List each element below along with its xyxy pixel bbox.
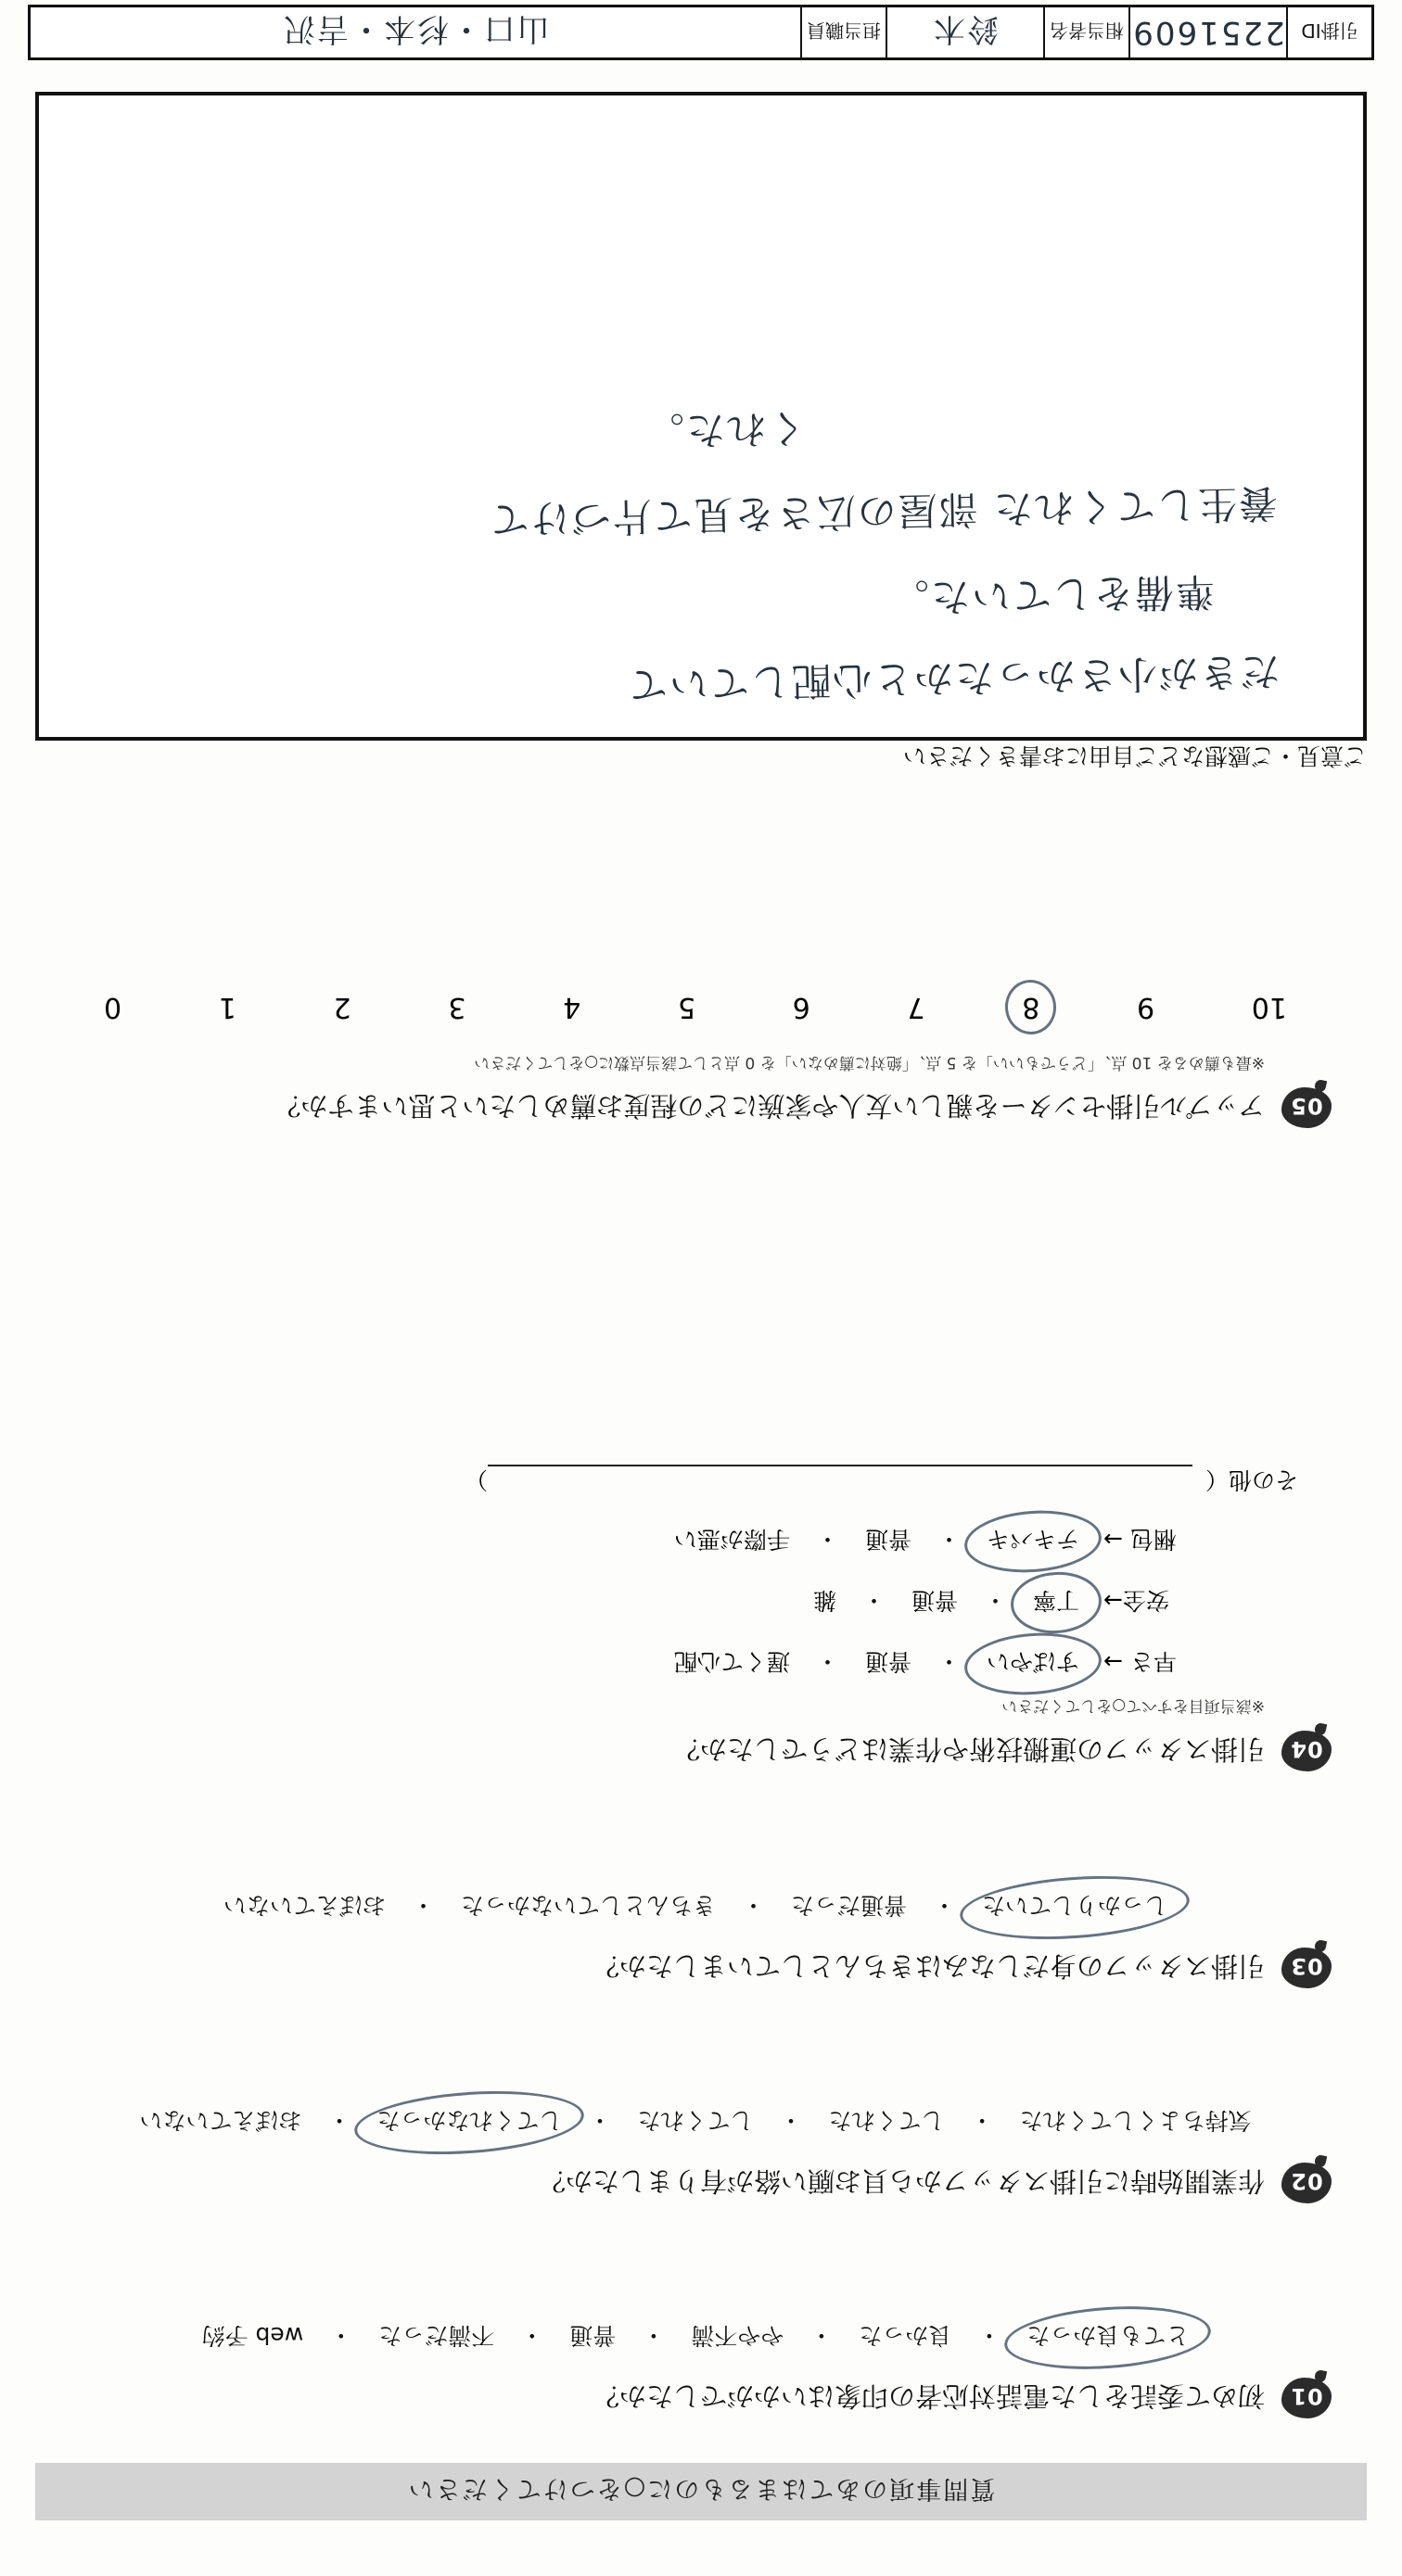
option-choice[interactable]: 普通 <box>864 1648 911 1675</box>
answer-options <box>56 2103 1335 2140</box>
question-block-01 <box>56 2318 1335 2420</box>
question-number-badge <box>1278 2157 1335 2205</box>
question-title: 引掛スタッフの身だしなみはきちんとしていましたか？ <box>592 1950 1265 1982</box>
scale-point[interactable]: 10 <box>1251 991 1287 1023</box>
option-separator: ・ <box>327 2107 351 2134</box>
question-block-04 <box>56 1465 1335 1773</box>
option-choice[interactable]: 普通 <box>864 1526 911 1553</box>
option-choice[interactable]: 遅くて心配 <box>673 1648 790 1675</box>
option-choice[interactable]: 丁寧 <box>1024 1583 1089 1620</box>
option-choice[interactable]: してくれた <box>828 2107 945 2134</box>
option-separator: ・ <box>937 1648 961 1675</box>
handwritten-line: だきが小さかったかと心配していて <box>626 648 1281 708</box>
scale-point[interactable]: 0 <box>104 991 122 1023</box>
question-title: 作業開始時に引掛スタッフから貝お願い絡が有りましたか？ <box>538 2165 1265 2197</box>
comment-box[interactable] <box>35 92 1367 741</box>
matrix-row-label: 早さ → <box>1103 1648 1177 1675</box>
scale-point[interactable]: 7 <box>907 991 925 1023</box>
other-answer-field[interactable] <box>56 1465 1298 1498</box>
rating-scale <box>56 985 1335 1029</box>
option-separator: ・ <box>742 1892 766 1919</box>
matrix-row-label: 梱包 → <box>1103 1526 1177 1553</box>
question-heading <box>56 1942 1335 1990</box>
option-choice[interactable]: とても良かった <box>1017 2318 1198 2355</box>
option-choice[interactable]: やや不満 <box>691 2322 784 2349</box>
question-number-badge <box>1278 1942 1335 1990</box>
scale-point[interactable]: 9 <box>1137 991 1155 1023</box>
option-choice[interactable]: 手際が悪い <box>673 1526 790 1553</box>
option-choice[interactable]: web 予約 <box>201 2322 304 2349</box>
option-separator: ・ <box>861 1587 886 1614</box>
option-separator: ・ <box>779 2107 803 2134</box>
id-value[interactable]: 2251609 <box>1128 7 1286 57</box>
question-title: アップル引掛センターを親しい友人や家族にどの程度お薦めしたいと思いますか？ <box>274 1090 1265 1122</box>
option-choice[interactable]: きちんとしていなかった <box>460 1892 716 1919</box>
question-block-03 <box>56 1888 1335 1990</box>
option-separator: ・ <box>815 1526 839 1553</box>
option-separator: ・ <box>970 2107 994 2134</box>
option-separator: ・ <box>815 1648 839 1675</box>
question-number-badge <box>1278 1725 1335 1773</box>
handwritten-line: 養生してくれた 部屋の広さを見て片づけて <box>488 480 1279 542</box>
question-block-02 <box>56 2103 1335 2205</box>
question-number: 04 <box>1290 1736 1323 1762</box>
other-label: その他（ <box>1204 1466 1298 1493</box>
option-separator: ・ <box>977 2322 1001 2349</box>
matrix-rows <box>56 1522 1298 1681</box>
question-number-badge <box>1278 2372 1335 2420</box>
answer-options <box>56 2318 1335 2355</box>
other-close-paren: ） <box>464 1466 488 1493</box>
option-choice[interactable]: 不満だった <box>378 2322 495 2349</box>
staff-value[interactable]: 山口・杉本・吉沢 <box>282 10 549 48</box>
option-separator: ・ <box>937 1526 961 1553</box>
question-block-05 <box>56 985 1335 1130</box>
section-header-text: 質問事項のあてはまるものに○をつけてください <box>406 2474 996 2504</box>
option-separator: ・ <box>411 1892 435 1919</box>
option-choice[interactable]: 普通 <box>569 2322 617 2349</box>
identification-strip <box>28 5 1374 60</box>
scale-point[interactable]: 2 <box>333 991 351 1023</box>
scale-point[interactable]: 6 <box>792 991 810 1023</box>
option-separator: ・ <box>983 1587 1007 1614</box>
account-value[interactable]: 鈴木 <box>886 7 1043 57</box>
option-choice[interactable]: してくれた <box>637 2107 754 2134</box>
option-choice[interactable]: 良かった <box>859 2322 952 2349</box>
scale-point[interactable]: 3 <box>448 991 466 1023</box>
option-separator: ・ <box>588 2107 612 2134</box>
option-separator: ・ <box>933 1892 957 1919</box>
handwritten-line: くれた。 <box>643 405 808 454</box>
comment-label: ご意見・ご感想などご自由にお書きください <box>902 742 1367 769</box>
matrix-row <box>56 1644 1298 1681</box>
option-choice[interactable]: しっかりしていた <box>973 1888 1177 1925</box>
option-choice[interactable]: すばやい <box>977 1644 1089 1681</box>
scale-point[interactable]: 4 <box>563 991 581 1023</box>
question-heading <box>56 1725 1335 1773</box>
question-note: ※最も薦めるを 10 点、「どうでもいい」を 5 点、「絶対に薦めない」を 0 点として該当点数に○をしてください <box>474 1053 1265 1072</box>
question-number-badge <box>1278 1082 1335 1130</box>
scale-point[interactable]: 1 <box>218 991 236 1023</box>
scale-point[interactable]: 5 <box>677 991 695 1023</box>
option-choice[interactable]: 雑 <box>812 1587 836 1614</box>
option-separator: ・ <box>520 2322 544 2349</box>
section-header-band <box>35 2463 1367 2520</box>
option-choice[interactable]: テキパキ <box>977 1522 1089 1559</box>
question-number: 05 <box>1290 1093 1323 1119</box>
question-heading <box>56 1082 1335 1130</box>
handwritten-line: 準備をしていた。 <box>887 568 1216 621</box>
matrix-row <box>56 1583 1298 1620</box>
question-number: 02 <box>1290 2168 1323 2194</box>
option-choice[interactable]: してくれなかった <box>367 2103 571 2140</box>
option-separator: ・ <box>329 2322 353 2349</box>
question-title: 初めて委託をした電話対応者の印象はいかがでしたか？ <box>592 2380 1265 2412</box>
question-title: 引掛スタッフの運搬技術や作業はどうでしたか？ <box>672 1733 1265 1765</box>
answer-options <box>56 1888 1335 1925</box>
other-input-rule[interactable] <box>488 1465 1192 1491</box>
account-label: 相当者名 <box>1043 7 1128 57</box>
question-heading <box>56 2157 1335 2205</box>
question-number: 03 <box>1290 1953 1323 1979</box>
option-choice[interactable]: 普通 <box>911 1587 958 1614</box>
matrix-row-label: 安全→ <box>1103 1587 1169 1614</box>
option-separator: ・ <box>642 2322 666 2349</box>
question-note: ※該当項目をすべて○をしてください <box>1001 1696 1265 1715</box>
scale-point-selected[interactable]: 8 <box>1011 985 1051 1029</box>
option-separator: ・ <box>809 2322 834 2349</box>
question-number: 01 <box>1290 2383 1323 2409</box>
option-choice[interactable]: 気持ちよくしてくれた <box>1019 2107 1252 2134</box>
question-heading <box>56 2372 1335 2420</box>
matrix-row <box>56 1522 1298 1559</box>
staff-label: 担当職員 <box>800 7 886 57</box>
id-label: 引掛ID <box>1286 7 1371 57</box>
option-choice[interactable]: おぼえていない <box>223 1892 386 1919</box>
option-choice[interactable]: おぼえていない <box>139 2107 302 2134</box>
option-choice[interactable]: 普通だった <box>791 1892 908 1919</box>
